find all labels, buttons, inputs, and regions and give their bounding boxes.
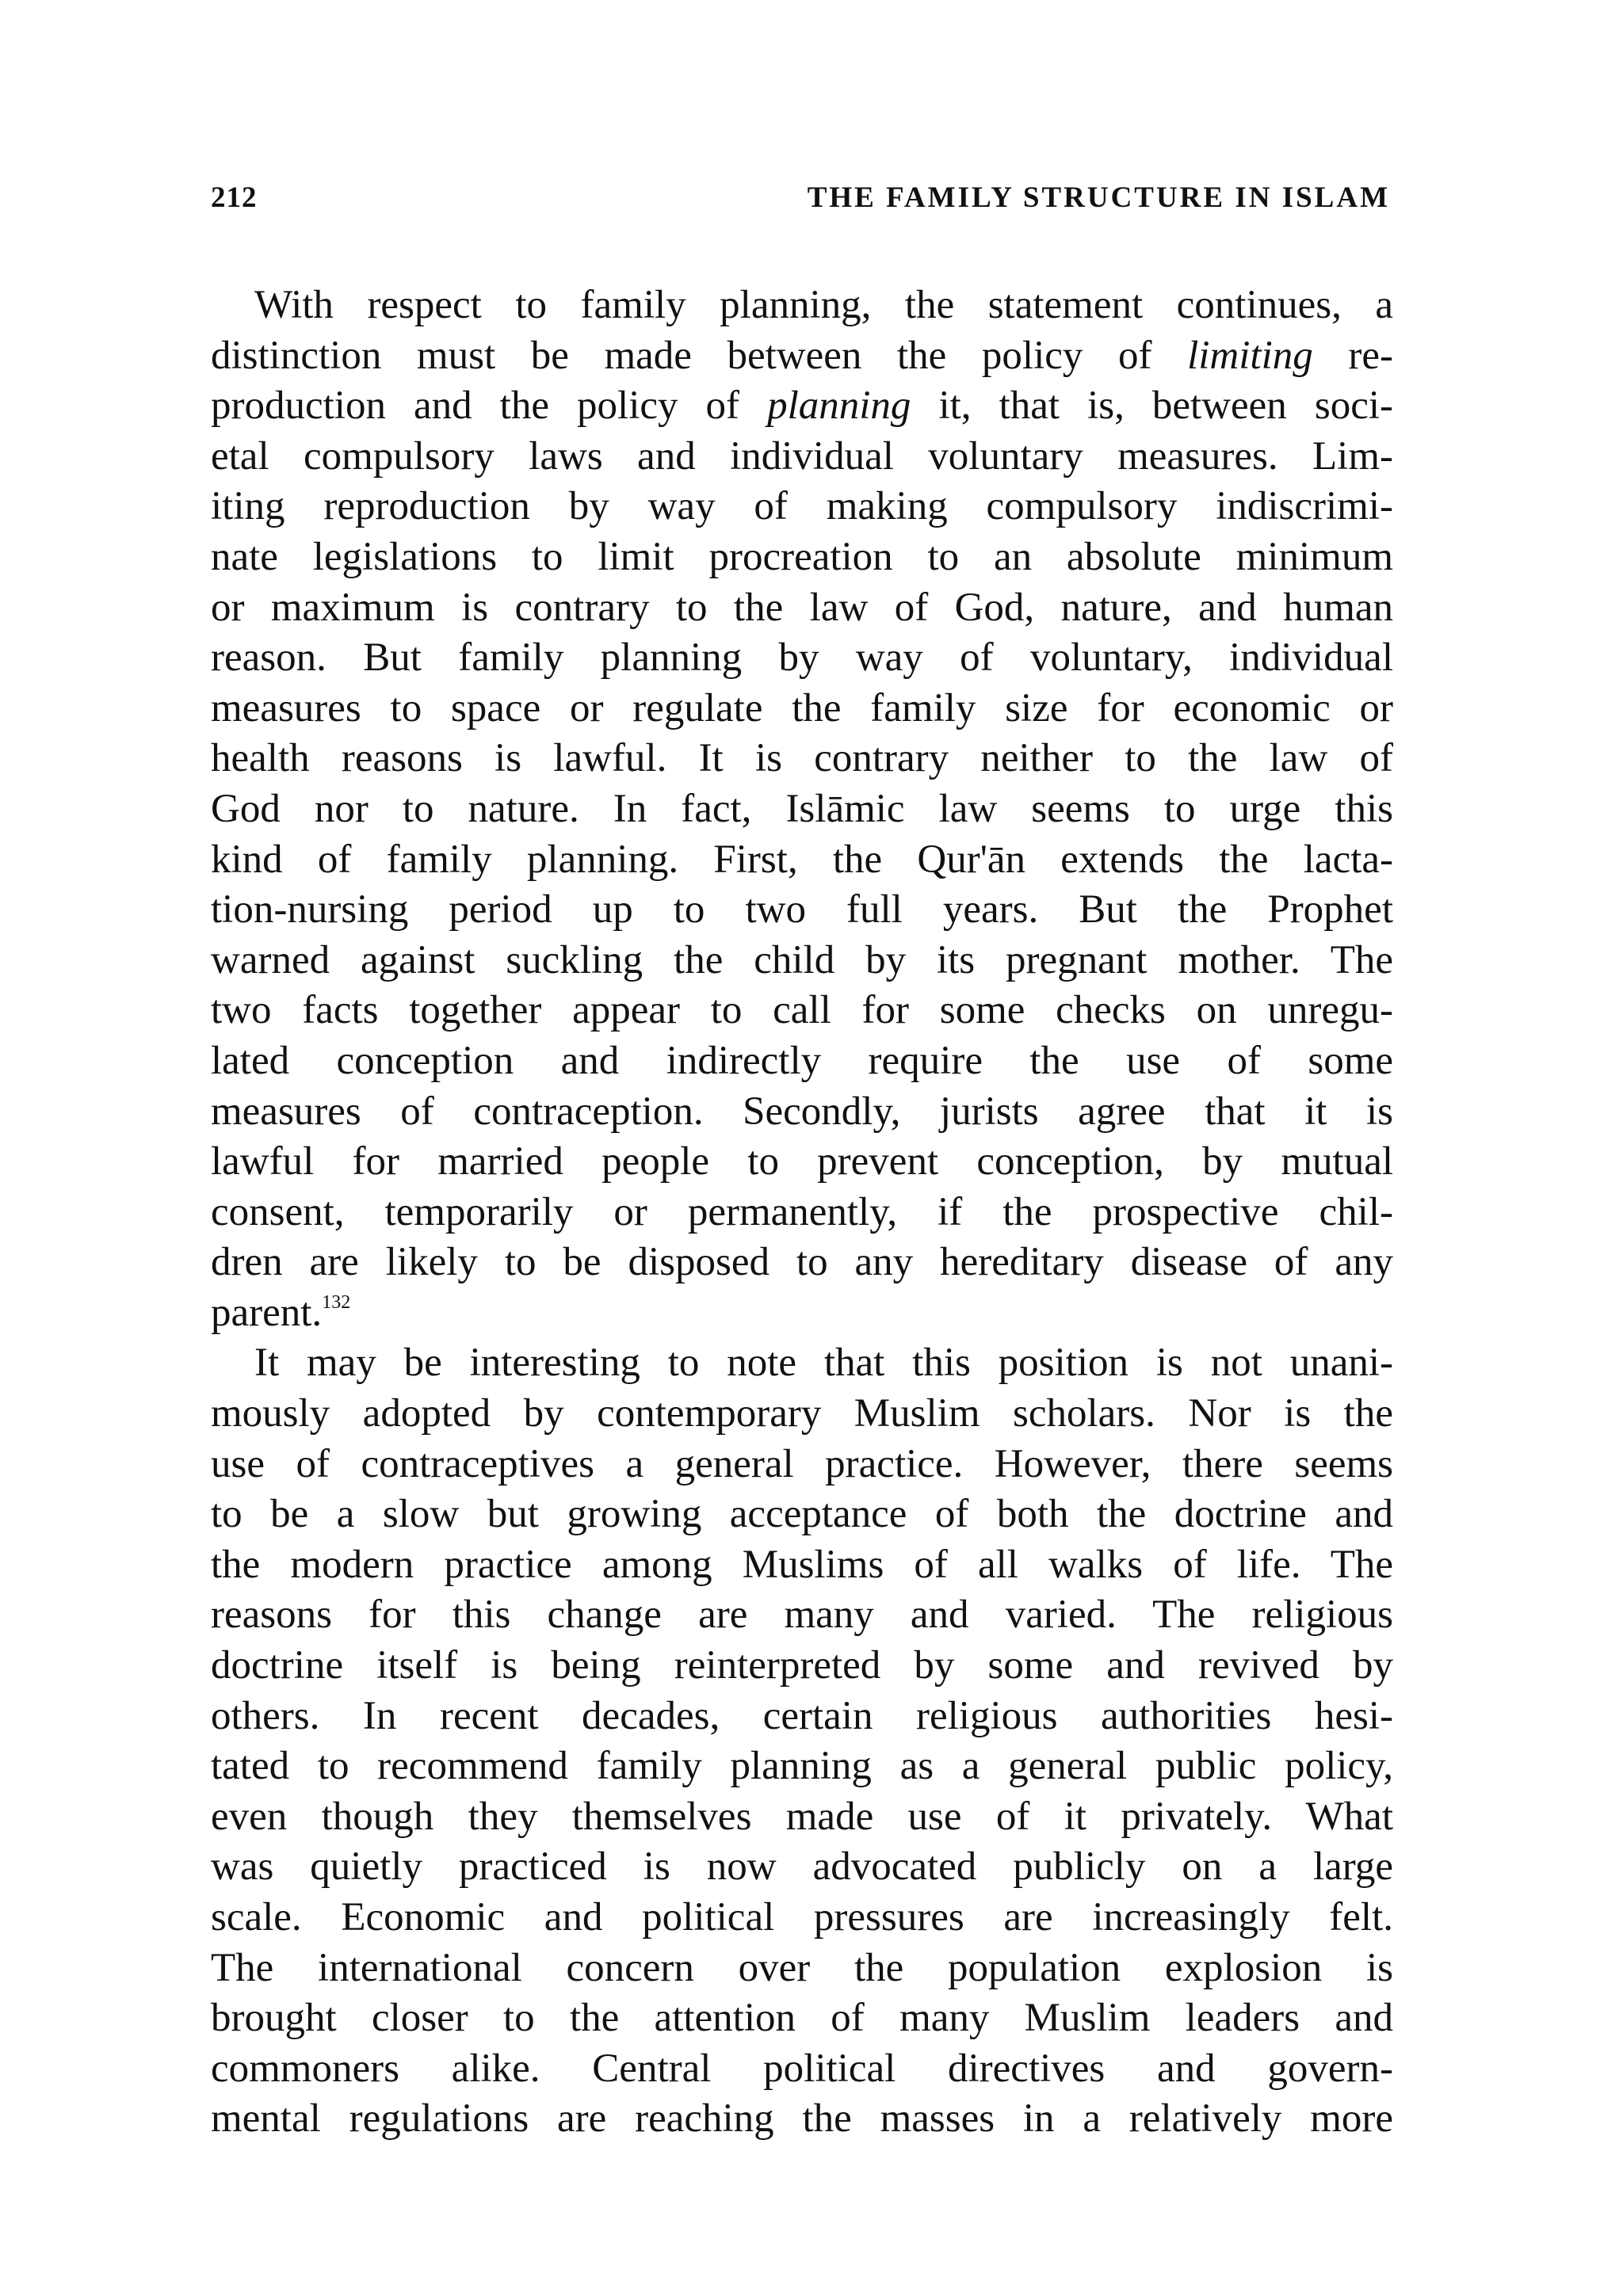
text-line: With respect to family planning, the statement continues, a xyxy=(254,283,1393,327)
paragraph-1 xyxy=(211,280,1393,1338)
text-line: brought closer to the attention of many Muslim leaders and xyxy=(211,1996,1393,2041)
text-line: reasons for this change are many and varied. The religious xyxy=(211,1592,1393,1638)
text-line: production and the policy of planning it, that is, between soci- xyxy=(211,383,1393,429)
text-line: the modern practice among Muslims of all walks of life. The xyxy=(211,1542,1393,1587)
text-line: or maximum is contrary to the law of God, nature, and human xyxy=(211,585,1393,630)
text-line: consent, temporarily or permanently, if the prospective chil- xyxy=(211,1189,1393,1234)
text-line: iting reproduction by way of making compulsory indiscrimi- xyxy=(211,484,1393,529)
text-line: was quietly practiced is now advocated publicly on a large xyxy=(211,1844,1393,1890)
text-line: God nor to nature. In fact, Islāmic law seems to urge this xyxy=(211,786,1393,831)
text-line: even though they themselves made use of it privately. What xyxy=(211,1794,1393,1839)
text-line: commoners alike. Central political directives and govern- xyxy=(211,2046,1393,2091)
text-line: two facts together appear to call for some checks on unregu- xyxy=(211,988,1393,1033)
text-line: parent.$^{132}$ xyxy=(211,1290,351,1335)
text-line: to be a slow but growing acceptance of both the doctrine and xyxy=(211,1492,1393,1537)
text-line: others. In recent decades, certain religious authorities hesi- xyxy=(211,1693,1393,1738)
emphasis-limiting: limiting xyxy=(1187,333,1313,378)
text-line: tion-nursing period up to two full years. But the Prophet xyxy=(211,887,1393,933)
text-line: health reasons is lawful. It is contrary neither to the law of xyxy=(211,736,1393,781)
text-line: tated to recommend family planning as a general public policy, xyxy=(211,1744,1393,1789)
text-line: lawful for married people to prevent conception, by mutual xyxy=(211,1139,1393,1184)
text-line: It may be interesting to note that this position is not unani- xyxy=(254,1341,1393,1386)
text-line: etal compulsory laws and individual voluntary measures. Lim- xyxy=(211,433,1393,479)
page-number: 212 xyxy=(211,181,258,214)
text-line: reason. But family planning by way of voluntary, individual xyxy=(211,635,1393,681)
text-line: use of contraceptives a general practice. However, there seems xyxy=(211,1441,1393,1486)
footnote-reference: 132 xyxy=(322,1291,351,1313)
text-line: lated conception and indirectly require the use of some xyxy=(211,1038,1393,1083)
text-line: mental regulations are reaching the masses in a relatively more xyxy=(211,2096,1393,2142)
emphasis-planning: planning xyxy=(767,383,911,429)
text-line: dren are likely to be disposed to any hereditary disease of any xyxy=(211,1240,1393,1285)
text-line: measures to space or regulate the family size for economic or xyxy=(211,685,1393,730)
text-line: doctrine itself is being reinterpreted by some and revived by xyxy=(211,1643,1393,1688)
text-line: measures of contraception. Secondly, jurists agree that it is xyxy=(211,1089,1393,1134)
body-text xyxy=(211,280,1393,2145)
text-line: The international concern over the population explosion is xyxy=(211,1945,1393,1990)
text-line: warned against suckling the child by its pregnant mother. The xyxy=(211,937,1393,982)
paragraph-2 xyxy=(211,1338,1393,2145)
running-title: THE FAMILY STRUCTURE IN ISLAM xyxy=(807,181,1390,214)
text-line: nate legislations to limit procreation to an absolute minimum xyxy=(211,534,1393,579)
text-line: distinction must be made between the policy of limiting re- xyxy=(211,333,1393,378)
running-head xyxy=(211,181,1390,228)
text-line: scale. Economic and political pressures are increasingly felt. xyxy=(211,1895,1393,1939)
text-line: kind of family planning. First, the Qur'ān extends the lacta- xyxy=(211,837,1393,882)
text-line: mously adopted by contemporary Muslim scholars. Nor is the xyxy=(211,1391,1393,1436)
